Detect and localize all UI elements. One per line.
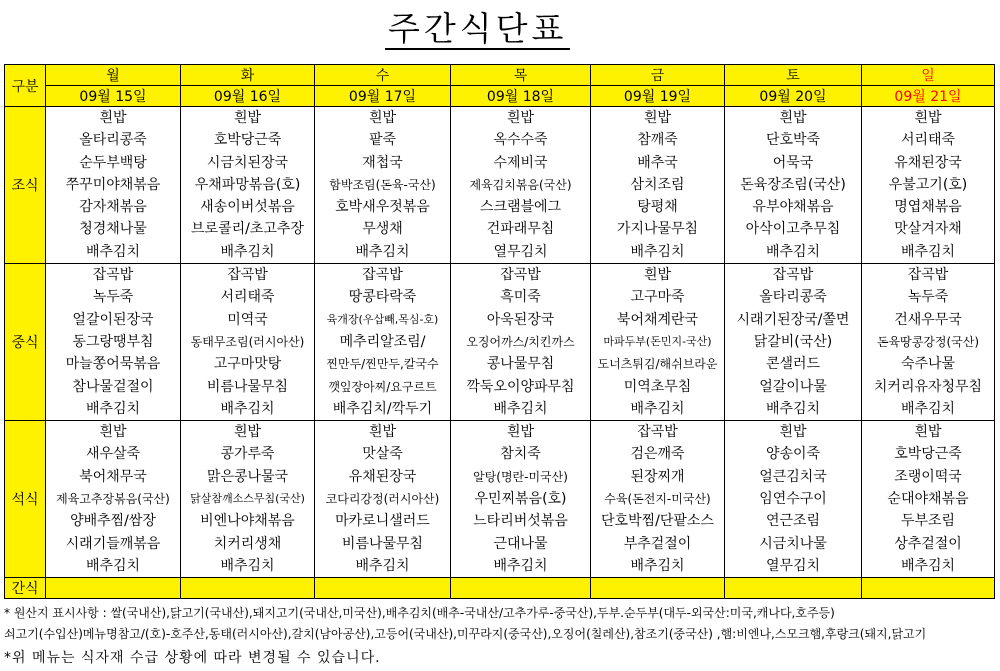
menu-item: 맛살죽 <box>362 446 403 463</box>
menu-item: 맛살겨자채 <box>894 221 962 238</box>
menu-item: 수제비국 <box>493 154 548 171</box>
menu-item: 배추김치 <box>630 557 685 574</box>
menu-item: 치커리유자청무침 <box>873 378 983 395</box>
weekly-menu-table <box>4 64 995 599</box>
menu-item: 흰밥 <box>233 110 262 126</box>
day-name-cell: 일 <box>862 65 995 86</box>
menu-item: 단호박찜/단팥소스 <box>601 513 714 530</box>
menu-item: 배추김치 <box>85 243 141 260</box>
day-name-cell: 토 <box>725 65 862 86</box>
menu-item: 열무김치 <box>493 243 548 260</box>
menu-item: 단호박죽 <box>765 132 821 149</box>
date-cell: 09월 19일 <box>591 86 725 107</box>
menu-item: 흰밥 <box>779 424 807 441</box>
menu-item: 흑미죽 <box>500 289 541 306</box>
menu-cell <box>451 264 591 421</box>
menu-item: 브로콜리/초고추장 <box>191 221 304 238</box>
menu-item: 도너츠튀김/해쉬브라운 <box>597 357 718 372</box>
date-cell: 09월 18일 <box>451 86 591 107</box>
menu-item: 배추김치 <box>355 557 410 574</box>
menu-item: 배추김치 <box>900 400 956 417</box>
menu-item: 양송이죽 <box>765 446 821 463</box>
origin-note-line2: 쇠고기(수입산)메뉴명참고/(호)-호주산,동태(러시아산),갈치(남아공산),고등어(국내산),미꾸라지(중국산),오징어(칠레산),참조기(중국산) ,햄:비엔나,스모크햄,후랑크(돼지,닭고기 <box>4 627 927 641</box>
menu-item: 흰밥 <box>233 424 262 441</box>
menu-item: 배추김치 <box>355 243 410 260</box>
menu-item: 배추김치 <box>85 400 141 417</box>
menu-item: 잡곡밥 <box>500 267 541 284</box>
menu-item: 비름나물무침 <box>341 535 424 552</box>
menu-item: 배추김치 <box>900 557 956 574</box>
menu-item: 육개장(우삽빼,목심-호) <box>326 312 439 326</box>
menu-item: 돈육장조림(국산) <box>740 176 846 193</box>
menu-item: 연근조림 <box>765 513 821 530</box>
menu-item: 잡곡밥 <box>227 267 268 284</box>
menu-cell <box>862 264 995 421</box>
menu-item: 북어채계란국 <box>616 311 699 328</box>
menu-cell <box>725 107 862 264</box>
menu-cell <box>315 421 451 578</box>
menu-item: 무생채 <box>362 221 403 238</box>
menu-item: 검은깨죽 <box>630 446 685 463</box>
menu-item: 시래기된장국/쫄면 <box>736 311 850 328</box>
snack-cell <box>181 578 315 599</box>
meal-label: 석식 <box>5 421 46 578</box>
menu-cell <box>46 264 181 421</box>
menu-cell <box>591 421 725 578</box>
snack-cell <box>862 578 995 599</box>
menu-item: 미역국 <box>227 311 268 328</box>
menu-item: 닭갈비(국산) <box>753 333 833 350</box>
menu-item: 옥수수죽 <box>493 132 548 149</box>
menu-item: 배추김치 <box>220 557 275 574</box>
day-name-cell: 화 <box>181 65 315 86</box>
menu-item: 마파두부(돈민지-국산) <box>603 334 712 348</box>
menu-item: 수육(돈전지-미국산) <box>604 492 711 507</box>
menu-item: 치커리생채 <box>213 535 282 552</box>
menu-item: 비름나물무침 <box>206 378 289 395</box>
meal-label: 중식 <box>5 264 46 421</box>
day-header-row <box>5 65 995 86</box>
menu-cell <box>315 107 451 264</box>
menu-cell <box>181 264 315 421</box>
menu-item: 근대나물 <box>493 535 548 552</box>
meal-row-dinner <box>5 421 995 578</box>
menu-item: 배추김치 <box>220 400 275 417</box>
menu-item: 동그랑땡부침 <box>72 333 154 350</box>
menu-item: 잡곡밥 <box>907 267 949 284</box>
menu-item: 고구마죽 <box>630 289 685 306</box>
menu-item: 배추김치 <box>630 400 685 417</box>
menu-item: 깻잎장아찌/요구르트 <box>328 379 437 394</box>
menu-item: 탕평채 <box>637 199 678 216</box>
menu-item: 두부조림 <box>900 513 956 530</box>
day-name-cell: 월 <box>46 65 181 86</box>
menu-item: 올타리콩죽 <box>79 132 147 149</box>
menu-item: 흰밥 <box>914 110 942 126</box>
menu-item: 시금치된장국 <box>206 154 289 171</box>
menu-item: 깍둑오이양파무침 <box>466 378 575 395</box>
meal-row-lunch <box>5 264 995 421</box>
menu-item: 잡곡밥 <box>637 424 678 441</box>
menu-item: 참깨죽 <box>637 132 678 149</box>
menu-item: 흰밥 <box>368 110 397 126</box>
menu-item: 미역초무침 <box>623 378 692 395</box>
day-name-cell: 금 <box>591 65 725 86</box>
menu-cell <box>46 107 181 264</box>
menu-item: 순대야채볶음 <box>887 491 969 508</box>
menu-item: 명엽채볶음 <box>894 199 962 216</box>
menu-item: 콩가루죽 <box>220 446 275 463</box>
menu-item: 배추김치 <box>765 400 821 417</box>
menu-cell <box>725 421 862 578</box>
menu-cell <box>725 264 862 421</box>
menu-item: 흰밥 <box>368 424 397 441</box>
menu-item: 콘샐러드 <box>765 356 821 373</box>
menu-item: 얼갈이된장국 <box>72 311 154 328</box>
menu-item: 참치죽 <box>500 446 541 463</box>
menu-cell <box>862 107 995 264</box>
menu-item: 고구마맛탕 <box>213 356 282 373</box>
change-notice: *위 메뉴는 식자재 수급 상황에 따라 변경될 수 있습니다. <box>4 650 381 666</box>
date-cell: 09월 20일 <box>725 86 862 107</box>
menu-item: 부추겉절이 <box>623 535 692 552</box>
date-cell: 09월 16일 <box>181 86 315 107</box>
menu-item: 우불고기(호) <box>888 176 968 193</box>
menu-item: 흰밥 <box>99 110 127 126</box>
menu-cell <box>862 421 995 578</box>
menu-item: 팥죽 <box>368 132 397 149</box>
menu-item: 배추김치 <box>493 400 548 417</box>
menu-item: 아욱된장국 <box>486 311 555 328</box>
snack-row <box>5 578 995 599</box>
menu-item: 배추김치 <box>630 243 685 260</box>
menu-item: 얼큰김치국 <box>759 468 827 485</box>
menu-item: 얼갈이나물 <box>759 378 827 395</box>
date-header-row <box>5 86 995 107</box>
menu-item: 메추리알조림/ <box>339 333 426 350</box>
meal-label: 조식 <box>5 107 46 264</box>
menu-cell <box>451 107 591 264</box>
page-title: 주간식단표 <box>385 10 570 50</box>
menu-item: 잡곡밥 <box>772 267 814 284</box>
menu-item: 청경채나물 <box>79 221 147 238</box>
origin-note-line1: * 원산지 표시사항 : 쌀(국내산),닭고기(국내산),돼지고기(국내산,미국산),배추김치(배추-국내산/고추가루-중국산),두부.순두부(대두-외국산:미국,캐나다,호주등) <box>4 606 835 620</box>
menu-item: 돈육땅콩강정(국산) <box>876 334 980 349</box>
menu-item: 스크램블에그 <box>479 199 562 216</box>
menu-item: 가지나물무침 <box>616 221 699 238</box>
menu-item: 호박새우젓볶음 <box>335 199 430 216</box>
menu-item: 비엔나야채볶음 <box>200 513 295 530</box>
menu-cell <box>46 421 181 578</box>
menu-item: 쭈꾸미야채볶음 <box>65 176 161 193</box>
menu-item: 우채파망볶음(호) <box>194 176 301 193</box>
menu-item: 제육고추장볶음(국산) <box>56 492 170 507</box>
meal-row-breakfast <box>5 107 995 264</box>
menu-item: 잡곡밥 <box>362 267 403 284</box>
menu-item: 마카로니샐러드 <box>335 513 430 530</box>
menu-item: 서리태죽 <box>900 132 956 149</box>
menu-item: 올타리콩죽 <box>759 289 827 306</box>
menu-item: 순두부백탕 <box>79 154 147 171</box>
menu-item: 흰밥 <box>506 110 535 126</box>
menu-cell <box>181 421 315 578</box>
menu-item: 조랭이떡국 <box>894 468 962 485</box>
menu-item: 마늘쫑어묵볶음 <box>65 356 161 373</box>
menu-item: 땅콩타락죽 <box>348 289 417 306</box>
date-cell: 09월 15일 <box>46 86 181 107</box>
menu-item: 흰밥 <box>99 424 127 441</box>
menu-item: 콩나물무침 <box>486 356 555 373</box>
menu-item: 배추김치 <box>765 243 821 260</box>
menu-item: 녹두죽 <box>907 289 949 306</box>
menu-item: 배추김치/깍두기 <box>332 400 433 417</box>
day-name-cell: 목 <box>451 65 591 86</box>
menu-item: 시래기들깨볶음 <box>65 535 161 552</box>
menu-item: 오징어까스/치킨까스 <box>466 334 575 349</box>
menu-item: 배추김치 <box>900 243 956 260</box>
snack-cell <box>725 578 862 599</box>
menu-item: 흰밥 <box>506 424 535 441</box>
menu-item: 열무김치 <box>765 557 821 574</box>
menu-item: 삼치조림 <box>630 176 685 193</box>
menu-item: 배추김치 <box>493 557 548 574</box>
menu-item: 시금치나물 <box>759 535 827 552</box>
snack-cell <box>451 578 591 599</box>
menu-item: 맑은콩나물국 <box>206 468 289 485</box>
menu-item: 잡곡밥 <box>92 267 134 284</box>
menu-item: 닭살참깨소스무침(국산) <box>190 492 305 506</box>
menu-item: 임연수구이 <box>759 491 827 508</box>
snack-cell <box>315 578 451 599</box>
menu-cell <box>591 264 725 421</box>
menu-item: 함박조림(돈육-국산) <box>329 177 436 192</box>
menu-cell <box>315 264 451 421</box>
menu-cell <box>591 107 725 264</box>
menu-item: 녹두죽 <box>92 289 134 306</box>
menu-item: 양배추찜/쌈장 <box>70 513 156 530</box>
menu-item: 동태무조림(러시아산) <box>190 334 305 349</box>
menu-item: 숙주나물 <box>900 356 956 373</box>
day-name-cell: 수 <box>315 65 451 86</box>
menu-item: 우민찌볶음(호) <box>474 491 567 508</box>
menu-item: 호박당근죽 <box>213 132 282 149</box>
menu-item: 흰밥 <box>779 110 807 126</box>
snack-cell <box>46 578 181 599</box>
menu-item: 제육김치볶음(국산) <box>469 177 572 192</box>
date-cell: 09월 17일 <box>315 86 451 107</box>
menu-item: 흰밥 <box>914 424 942 441</box>
menu-item: 흰밥 <box>643 267 672 284</box>
menu-item: 찐만두/찐만두,칼국수 <box>326 357 439 372</box>
menu-item: 북어채무국 <box>79 468 147 485</box>
menu-item: 코다리강정(러시아산) <box>325 492 440 507</box>
menu-item: 아삭이고추무침 <box>745 221 841 238</box>
menu-item: 참나물겉절이 <box>72 378 154 395</box>
menu-item: 알탕(명란-미국산) <box>473 469 568 484</box>
menu-item: 서리태죽 <box>220 289 275 306</box>
menu-cell <box>181 107 315 264</box>
header-label: 구분 <box>5 65 46 107</box>
menu-item: 배추국 <box>637 154 678 171</box>
menu-item: 유채된장국 <box>348 468 417 485</box>
menu-item: 느타리버섯볶음 <box>473 513 568 530</box>
menu-item: 배추김치 <box>220 243 275 260</box>
menu-item: 감자채볶음 <box>79 199 147 216</box>
date-cell: 09월 21일 <box>862 86 995 107</box>
menu-item: 건파래무침 <box>486 221 555 238</box>
menu-item: 배추김치 <box>85 557 141 574</box>
menu-item: 상추겉절이 <box>894 535 962 552</box>
menu-item: 된장찌개 <box>630 468 685 485</box>
menu-item: 새송이버섯볶음 <box>200 199 295 216</box>
menu-item: 호박당근죽 <box>894 446 962 463</box>
menu-item: 유부야채볶음 <box>752 199 834 216</box>
menu-item: 어묵국 <box>772 154 814 171</box>
snack-cell <box>591 578 725 599</box>
snack-label: 간식 <box>5 578 46 599</box>
menu-item: 재첩국 <box>362 154 403 171</box>
menu-item: 새우살죽 <box>85 446 141 463</box>
menu-item: 유채된장국 <box>894 154 962 171</box>
menu-item: 건새우무국 <box>894 311 962 328</box>
menu-item: 흰밥 <box>643 110 672 126</box>
menu-cell <box>451 421 591 578</box>
